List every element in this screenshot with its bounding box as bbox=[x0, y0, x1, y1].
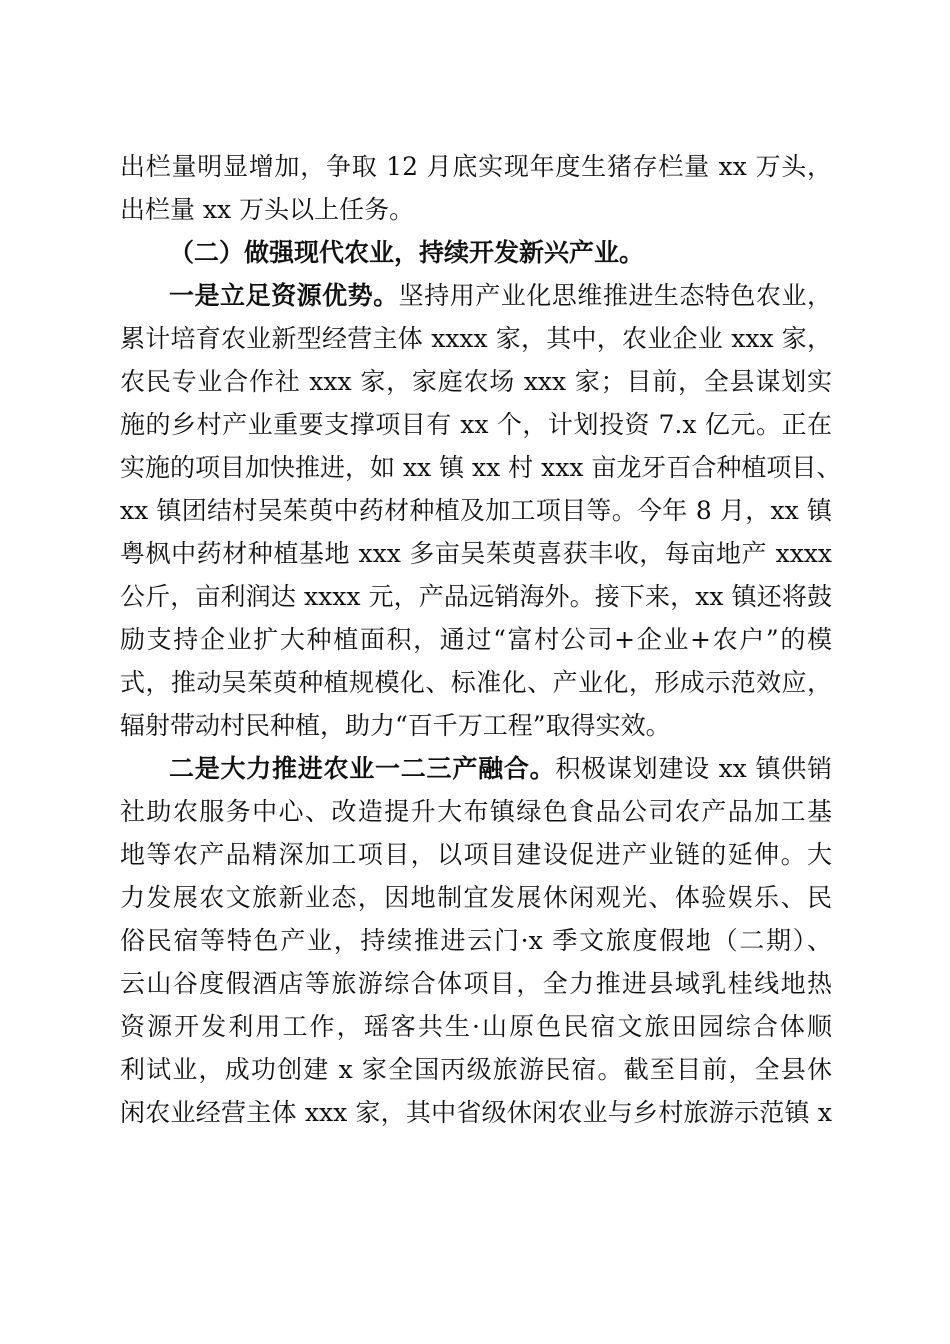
paragraph-first-line bbox=[169, 754, 832, 784]
paragraph-first-line-text: 积极谋划建设 xx 镇供销 bbox=[555, 754, 832, 783]
text-line: 出栏量明显增加，争取 12 月底实现年度生猪存栏量 xx 万头， bbox=[120, 152, 832, 181]
text-line: 力发展农文旅新业态，因地制宜发展休闲观光、体验娱乐、民 bbox=[120, 883, 832, 912]
text-line: 社助农服务中心、改造提升大布镇绿色食品公司农产品加工基 bbox=[120, 797, 832, 826]
text-line: 地等农产品精深加工项目，以项目建设促进产业链的延伸。大 bbox=[120, 840, 832, 869]
text-line: 利试业，成功创建 x 家全国丙级旅游民宿。截至目前，全县休 bbox=[120, 1055, 832, 1084]
text-line: 励支持企业扩大种植面积，通过“富村公司+企业+农户”的模 bbox=[120, 625, 832, 654]
text-line: xx 镇团结村吴茱萸中药材种植及加工项目等。今年 8 月，xx 镇 bbox=[120, 496, 832, 525]
text-line: 累计培育农业新型经营主体 xxxx 家，其中，农业企业 xxx 家， bbox=[120, 324, 832, 353]
text-line: 施的乡村产业重要支撑项目有 xx 个，计划投资 7.x 亿元。正在 bbox=[120, 410, 832, 439]
text-line: 出栏量 xx 万头以上任务。 bbox=[120, 195, 415, 224]
paragraph-lead: 二是大力推进农业一二三产融合。 bbox=[169, 754, 556, 783]
text-line: 农民专业合作社 xxx 家，家庭农场 xxx 家；目前，全县谋划实 bbox=[120, 367, 832, 396]
paragraph-first-line-text: 坚持用产业化思维推进生态特色农业， bbox=[398, 281, 832, 310]
paragraph-lead: 一是立足资源优势。 bbox=[169, 281, 399, 310]
text-line: 式，推动吴茱萸种植规模化、标准化、产业化，形成示范效应， bbox=[120, 668, 832, 697]
paragraph-first-line bbox=[169, 281, 832, 311]
text-line: 闲农业经营主体 xxx 家，其中省级休闲农业与乡村旅游示范镇 x bbox=[120, 1098, 832, 1127]
text-line: 俗民宿等特色产业，持续推进云门·x 季文旅度假地（二期）、 bbox=[120, 926, 832, 955]
text-line: 资源开发利用工作，瑶客共生·山原色民宿文旅田园综合体顺 bbox=[120, 1012, 832, 1041]
text-line: 云山谷度假酒店等旅游综合体项目，全力推进县域乳桂线地热 bbox=[120, 969, 832, 998]
text-line: 粤枫中药材种植基地 xxx 多亩吴茱萸喜获丰收，每亩地产 xxxx bbox=[120, 539, 832, 568]
text-line: 实施的项目加快推进，如 xx 镇 xx 村 xxx 亩龙牙百合种植项目、 bbox=[120, 453, 842, 482]
text-line: 辐射带动村民种植，助力“百千万工程”取得实效。 bbox=[120, 711, 671, 740]
section-heading: （二）做强现代农业，持续开发新兴产业。 bbox=[169, 238, 645, 267]
text-line: 公斤，亩利润达 xxxx 元，产品远销海外。接下来，xx 镇还将鼓 bbox=[120, 582, 832, 611]
